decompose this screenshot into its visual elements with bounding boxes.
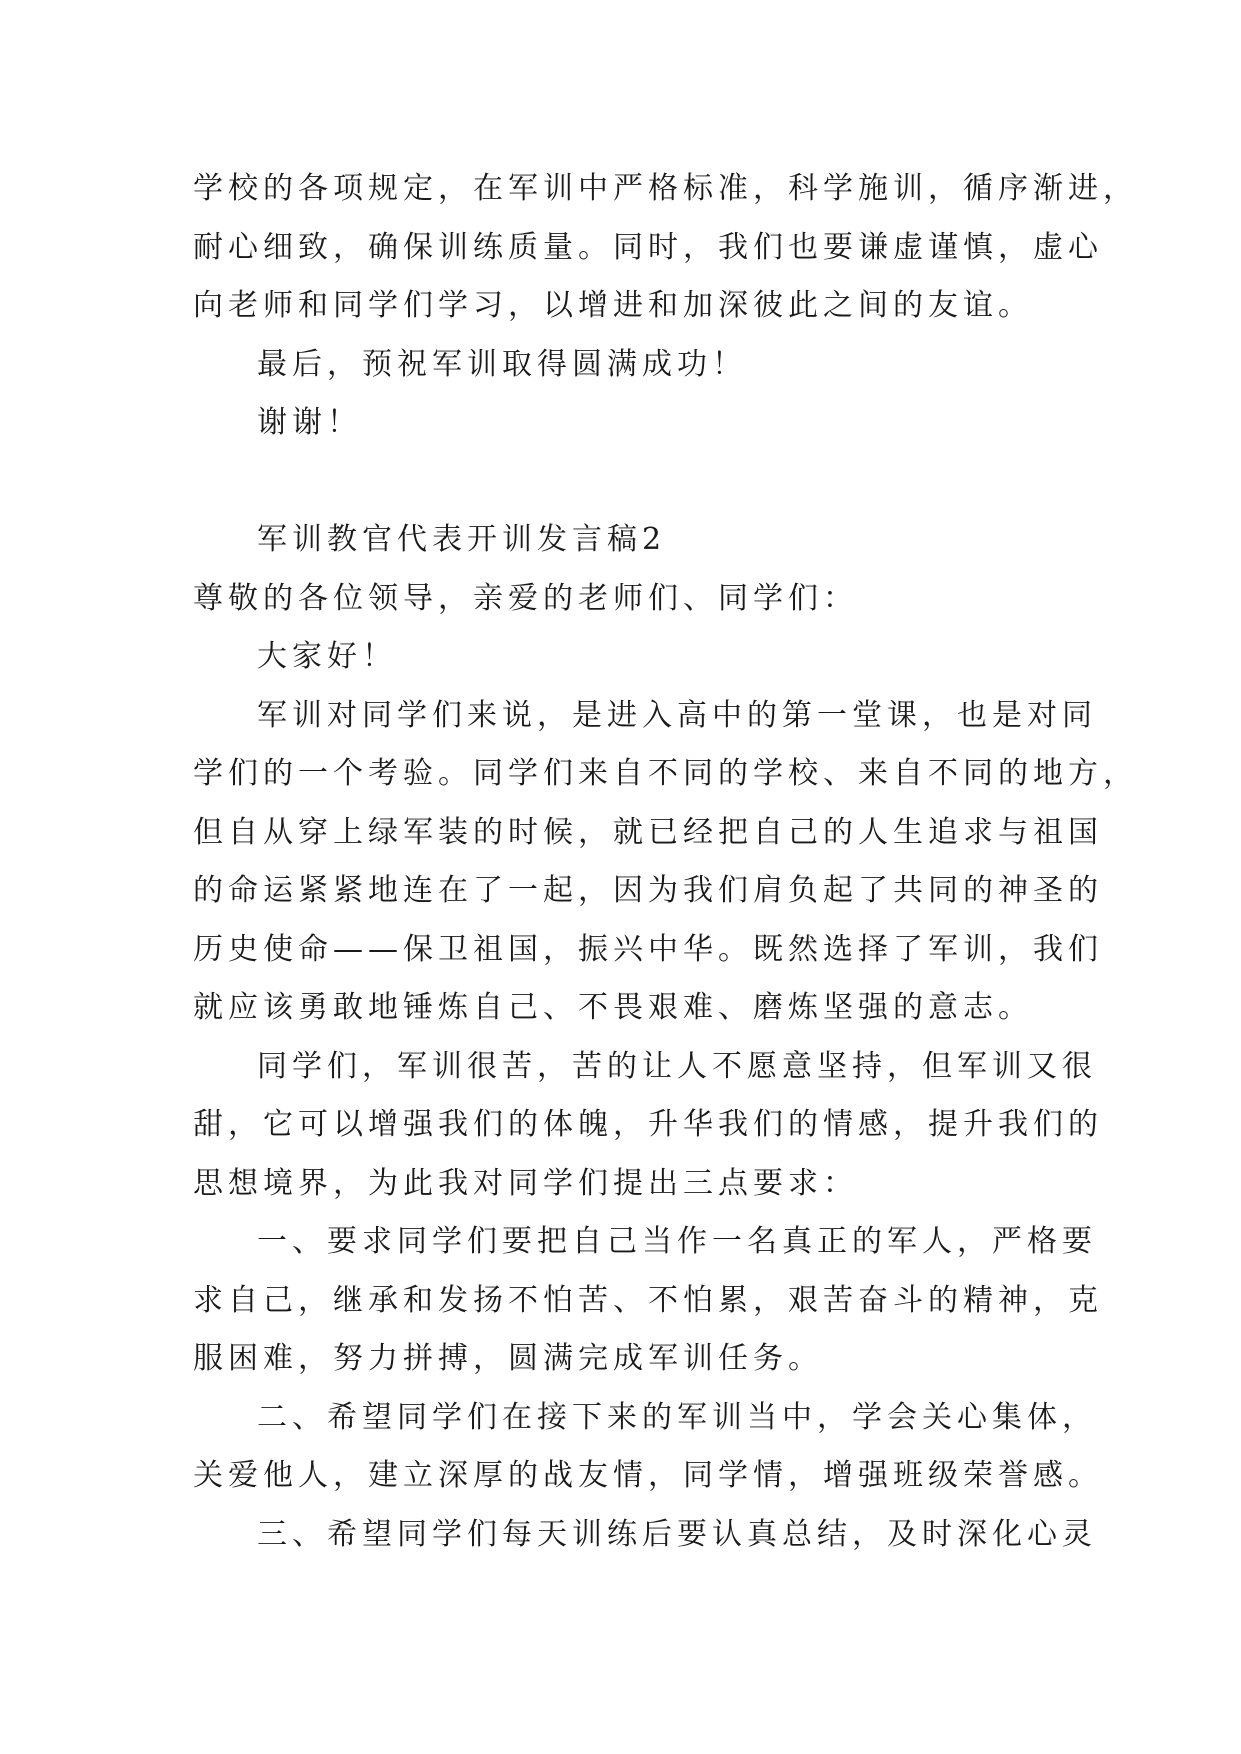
- requirement-one: 一、要求同学们要把自己当作一名真正的军人，严格要: [257, 1224, 1097, 1259]
- text-line: 关爱他人，建立深厚的战友情，同学情，增强班级荣誉感。: [193, 1458, 1103, 1493]
- text-line: 学校的各项规定，在军训中严格标准，科学施训，循序渐进，: [193, 171, 1138, 206]
- document-body: [193, 160, 1138, 1564]
- text-line: 历史使命——保卫祖国，振兴中华。既然选择了军训，我们: [193, 931, 1103, 967]
- thanks-line: 谢谢！: [257, 405, 362, 440]
- text-line: 耐心细致，确保训练质量。同时，我们也要谦虚谨慎，虚心: [193, 229, 1103, 265]
- text-line: 就应该勇敢地锤炼自己、不畏艰难、磨炼坚强的意志。: [193, 990, 1033, 1025]
- salutation: 尊敬的各位领导，亲爱的老师们、同学们：: [193, 580, 858, 616]
- section-spacer: [193, 453, 1053, 512]
- text-line: 求自己，继承和发扬不怕苦、不怕累，艰苦奋斗的精神，克: [193, 1282, 1103, 1318]
- requirement-two: 二、希望同学们在接下来的军训当中，学会关心集体，: [257, 1399, 1097, 1435]
- text-line: 甜，它可以增强我们的体魄，升华我们的情感，提升我们的: [193, 1107, 1103, 1142]
- text-line: 同学们，军训很苦，苦的让人不愿意坚持，但军训又很: [257, 1048, 1097, 1084]
- greeting: 大家好！: [257, 639, 397, 674]
- text-line: 服困难，努力拼搏，圆满完成军训任务。: [193, 1341, 823, 1376]
- text-line: 学们的一个考验。同学们来自不同的学校、来自不同的地方，: [193, 756, 1138, 791]
- text-line: 思想境界，为此我对同学们提出三点要求：: [193, 1165, 858, 1201]
- text-line: 向老师和同学们学习，以增进和加深彼此之间的友谊。: [193, 288, 1033, 323]
- text-line: 军训对同学们来说，是进入高中的第一堂课，也是对同: [257, 697, 1097, 733]
- requirement-three: 三、希望同学们每天训练后要认真总结，及时深化心灵: [257, 1516, 1097, 1552]
- section-title: 军训教官代表开训发言稿2: [257, 522, 667, 557]
- closing-wish: 最后，预祝军训取得圆满成功！: [257, 346, 747, 382]
- text-line: 的命运紧紧地连在了一起，因为我们肩负起了共同的神圣的: [193, 873, 1103, 908]
- text-line: 但自从穿上绿军装的时候，就已经把自己的人生追求与祖国: [193, 814, 1103, 850]
